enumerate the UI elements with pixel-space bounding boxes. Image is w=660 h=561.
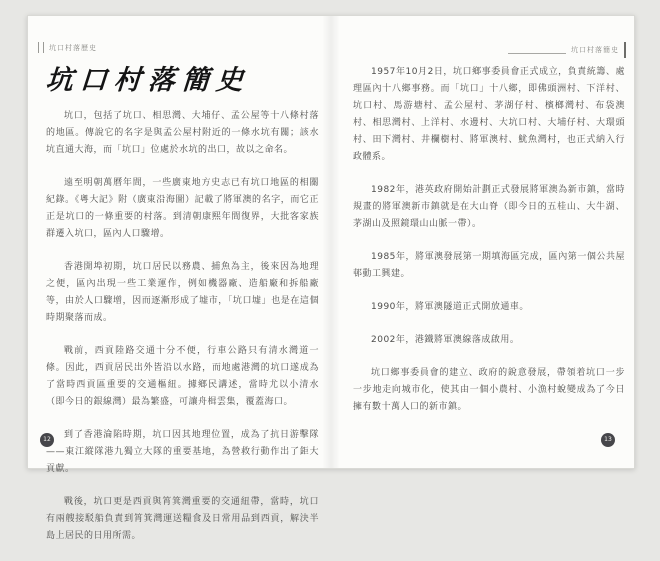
left-page-number-badge: 12 bbox=[40, 433, 54, 447]
paragraph: 1982年，港英政府開始計劃正式發展將軍澳為新市鎮，當時規畫的將軍澳新市鎮就是在大山脊（即今日的五桂山、大牛湖、茅湖山及照鏡環山山脈一帶）。 bbox=[353, 185, 625, 229]
right-page bbox=[331, 16, 634, 468]
paragraph: 戰後，坑口更是西貢與筲箕灣重要的交通紐帶，當時，坑口有兩艘接駁船負責到筲箕灣運送糧食及日常用品到西貢，解決半島上居民的日用所需。 bbox=[46, 497, 319, 541]
paragraph: 1957年10月2日，坑口鄉事委員會正式成立，負責統籌、處理區內十八鄉事務。而「坑口」十八鄉，即佛頭洲村、下洋村、坑口村、馬游塘村、孟公屋村、茅湖仔村、檳榔灣村、布袋澳村、相思灣村、上洋村、水邊村、大坑口村、大埔仔村、大環頭村、田下灣村、井欄樹村、將軍澳村、魷魚灣村，也正式納入行政體系。 bbox=[353, 67, 625, 162]
left-running-header bbox=[38, 42, 97, 53]
left-body-text bbox=[46, 108, 319, 561]
paragraph: 1990年，將軍澳隧道正式開放通車。 bbox=[371, 302, 529, 312]
paragraph: 坑口，包括了坑口、相思灣、大埔仔、孟公屋等十八條村落的地區。傳說它的名字是與孟公屋村附近的一條水坑有關；該水坑直通大海，而「坑口」位處於水坑的出口，故以之命名。 bbox=[46, 111, 319, 155]
left-page bbox=[28, 16, 331, 541]
paragraph: 2002年，港鐵將軍澳線落成啟用。 bbox=[371, 335, 520, 345]
paragraph: 遠至明朝萬曆年間，一些廣東地方史志已有坑口地區的相關紀錄。《粵大記》附（廣東沿海圖）記載了將軍澳的名字，而它正正是坑口的一條重要的村落。到清朝康熙年間復界，大批客家族群遷入坑口，區內人口驟增。 bbox=[46, 178, 319, 239]
paragraph: 戰前，西貢陸路交通十分不便，行車公路只有清水灣道一條。因此，西貢居民出外皆沿以水路，而地處港灣的坑口遂成為了當時西貢區重要的交通樞紐。據鄉民講述，當時尤以小清水（即今日的銀線灣）最為繁盛，可讓舟楫雲集，覆蓋海口。 bbox=[46, 346, 319, 407]
header-double-bar-icon bbox=[38, 42, 44, 53]
paragraph: 坑口鄉事委員會的建立、政府的銳意發展，帶領着坑口一步一步地走向城市化，使其由一個小農村、小漁村蛻變成為了今日擁有數十萬人口的新市鎮。 bbox=[353, 368, 625, 412]
left-running-header-text: 坑口村落歷史 bbox=[49, 43, 97, 52]
right-running-header-text: 坑口村落簡史 bbox=[571, 46, 619, 54]
header-vertical-tick bbox=[624, 42, 626, 58]
paragraph: 香港開埠初期，坑口居民以務農、捕魚為主，後來因為地理之便，區內出現一些工業運作，例如機器廠、造船廠和拆船廠等，由於人口驟增，因而逐漸形成了墟市，「坑口墟」也是在這個時期聚落而成。 bbox=[46, 262, 319, 323]
right-running-header bbox=[508, 42, 626, 58]
right-page-number-badge: 13 bbox=[601, 433, 615, 447]
paragraph: 1985年，將軍澳發展第一期填海區完成，區內第一個公共屋邨動工興建。 bbox=[353, 252, 625, 279]
right-body-text bbox=[353, 64, 625, 432]
paragraph: 到了香港淪陷時期，坑口因其地理位置，成為了抗日游擊隊——東江縱隊港九獨立大隊的重要基地，為營救行動作出了鉅大貢獻。 bbox=[46, 430, 319, 474]
book-spread bbox=[27, 15, 635, 541]
chapter-title: 坑口村落簡史 bbox=[44, 65, 251, 96]
header-rule-line bbox=[508, 53, 566, 54]
